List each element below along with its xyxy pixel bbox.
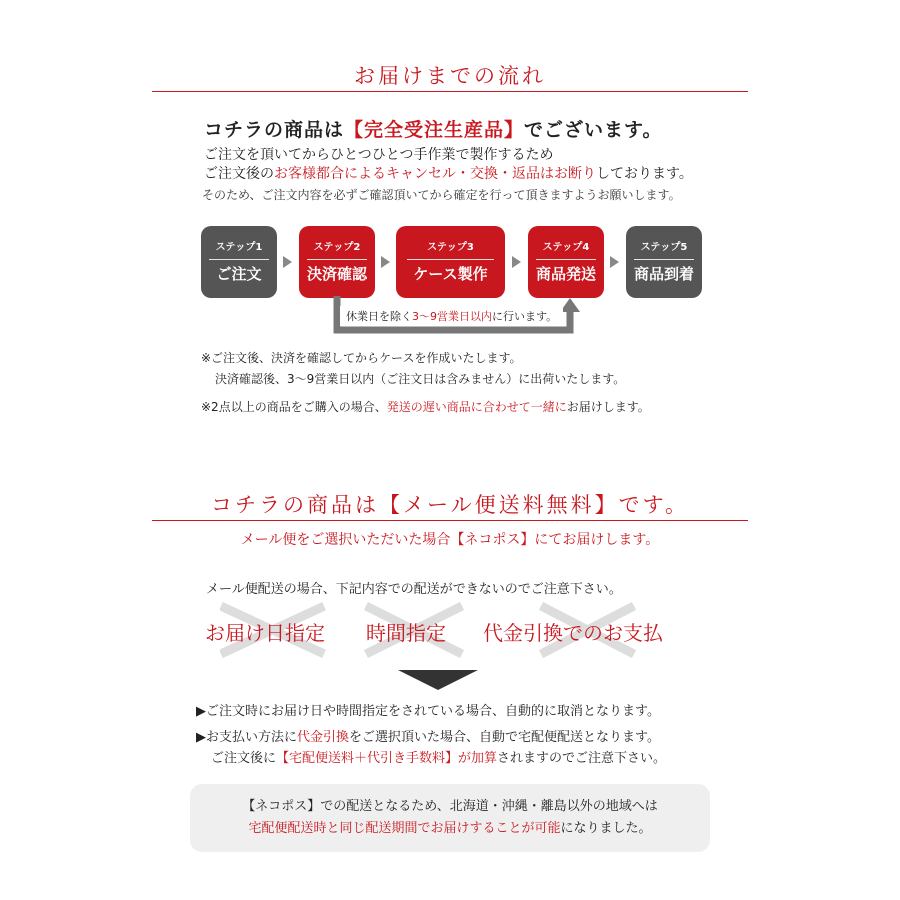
made-to-order-headline [204, 115, 663, 142]
step-4-divider [536, 259, 597, 260]
step-1 [201, 226, 277, 298]
note-shipping-days: 決済確認後、3～9営業日以内（ご注文日は含みません）に出荷いたします。 [215, 372, 626, 386]
arrow-right-icon [610, 256, 619, 268]
step-3-divider [407, 259, 494, 260]
bullet-auto-cancel-text: ご注文時にお届け日や時間指定をされている場合、自動的に取消となります。 [206, 704, 660, 719]
step-1-divider [209, 259, 270, 260]
step-5-divider [634, 259, 695, 260]
headline-text-end: でございます。 [524, 119, 663, 141]
bullet-cod-text-end: をご選択頂いた場合、自動で宅配便配送となります。 [349, 730, 660, 745]
step-2 [299, 226, 375, 298]
nekopos-info-box [190, 784, 710, 852]
step-2-divider [307, 259, 368, 260]
confirm-request-note: そのため、ご注文内容を必ずご確認頂いてから確定を行って頂きますようお願いします。 [202, 188, 681, 202]
no-cancel-text: ご注文後の [204, 166, 274, 182]
bullet-cod [196, 726, 660, 745]
step-3 [396, 226, 505, 298]
step-4-name: 商品発送 [535, 265, 596, 283]
no-cancel-emphasis: お客様都合によるキャンセル・交換・返品はお断り [274, 166, 596, 182]
nekopos-info-line-2 [248, 818, 651, 840]
nekopos-subtitle: メール便をご選択いただいた場合【ネコポス】にてお届けします。 [240, 532, 660, 548]
business-days-text: 休業日を除く [346, 310, 412, 323]
mail-delivery-warning: メール便配送の場合、下記内容での配送ができないのでご注意下さい。 [206, 582, 622, 597]
section-title-delivery-flow: お届けまでの流れ [354, 64, 546, 88]
arrow-right-icon [381, 256, 390, 268]
business-days-text-end: に行います。 [492, 310, 558, 323]
step-2-label: ステップ2 [313, 242, 361, 253]
step-3-name: ケース製作 [413, 265, 488, 283]
down-arrow-icon [398, 670, 478, 692]
step-4 [528, 226, 604, 298]
nekopos-info-line-1: 【ネコポス】での配送となるため、北海道・沖縄・離島以外の地域へは [242, 799, 658, 814]
triangle-bullet-icon: ▶ [196, 730, 206, 745]
step-5-name: 商品到着 [633, 265, 694, 283]
multi-items-text-end: お届けします。 [566, 400, 650, 414]
bullet-cod-emphasis: 代金引換 [297, 730, 350, 745]
no-time-slot: 時間指定 [366, 621, 446, 645]
step-5-label: ステップ5 [640, 242, 688, 253]
multi-items-text: ※2点以上の商品をご購入の場合、 [201, 400, 387, 414]
step-4-label: ステップ4 [542, 242, 590, 253]
no-cash-on-delivery: 代金引換でのお支払 [483, 621, 663, 645]
fee-note-emphasis: 【宅配便送料＋代引き手数料】が加算 [276, 751, 498, 766]
arrow-right-icon [512, 256, 521, 268]
no-cancel-note [204, 163, 693, 183]
handmade-note: ご注文を頂いてからひとつひとつ手作業で製作するため [204, 147, 554, 163]
nekopos-info-text-end: になりました。 [560, 821, 652, 836]
title-divider [152, 520, 748, 521]
fee-note-text-end: されますのでご注意下さい。 [497, 751, 667, 766]
business-days-emphasis: 3～9営業日以内 [412, 310, 492, 323]
triangle-bullet-icon: ▶ [196, 704, 206, 719]
bullet-fee-note [211, 747, 666, 766]
business-days-note [340, 306, 563, 326]
headline-text: コチラの商品は [204, 119, 345, 141]
headline-emphasis: 【完全受注生産品】 [344, 119, 525, 141]
multi-items-emphasis: 発送の遅い商品に合わせて一緒に [386, 400, 567, 414]
bullet-auto-cancel [196, 700, 660, 719]
section-title-free-shipping: コチラの商品は【メール便送料無料】です。 [211, 493, 689, 517]
step-2-name: 決済確認 [306, 265, 367, 283]
step-1-name: ご注文 [216, 265, 262, 283]
no-cancel-text-end: しております。 [596, 166, 693, 182]
step-5 [626, 226, 702, 298]
bullet-cod-text: お支払い方法に [206, 730, 298, 745]
note-payment-check: ※ご注文後、決済を確認してからケースを作成いたします。 [201, 351, 522, 365]
arrow-right-icon [283, 256, 292, 268]
no-delivery-date: お届け日指定 [205, 621, 325, 645]
fee-note-text: ご注文後に [211, 751, 277, 766]
step-3-label: ステップ3 [427, 242, 474, 253]
step-1-label: ステップ1 [215, 242, 263, 253]
title-divider [152, 91, 748, 92]
note-multi-items [201, 398, 650, 415]
nekopos-info-emphasis: 宅配便配送時と同じ配送期間でお届けすることが可能 [248, 821, 561, 836]
